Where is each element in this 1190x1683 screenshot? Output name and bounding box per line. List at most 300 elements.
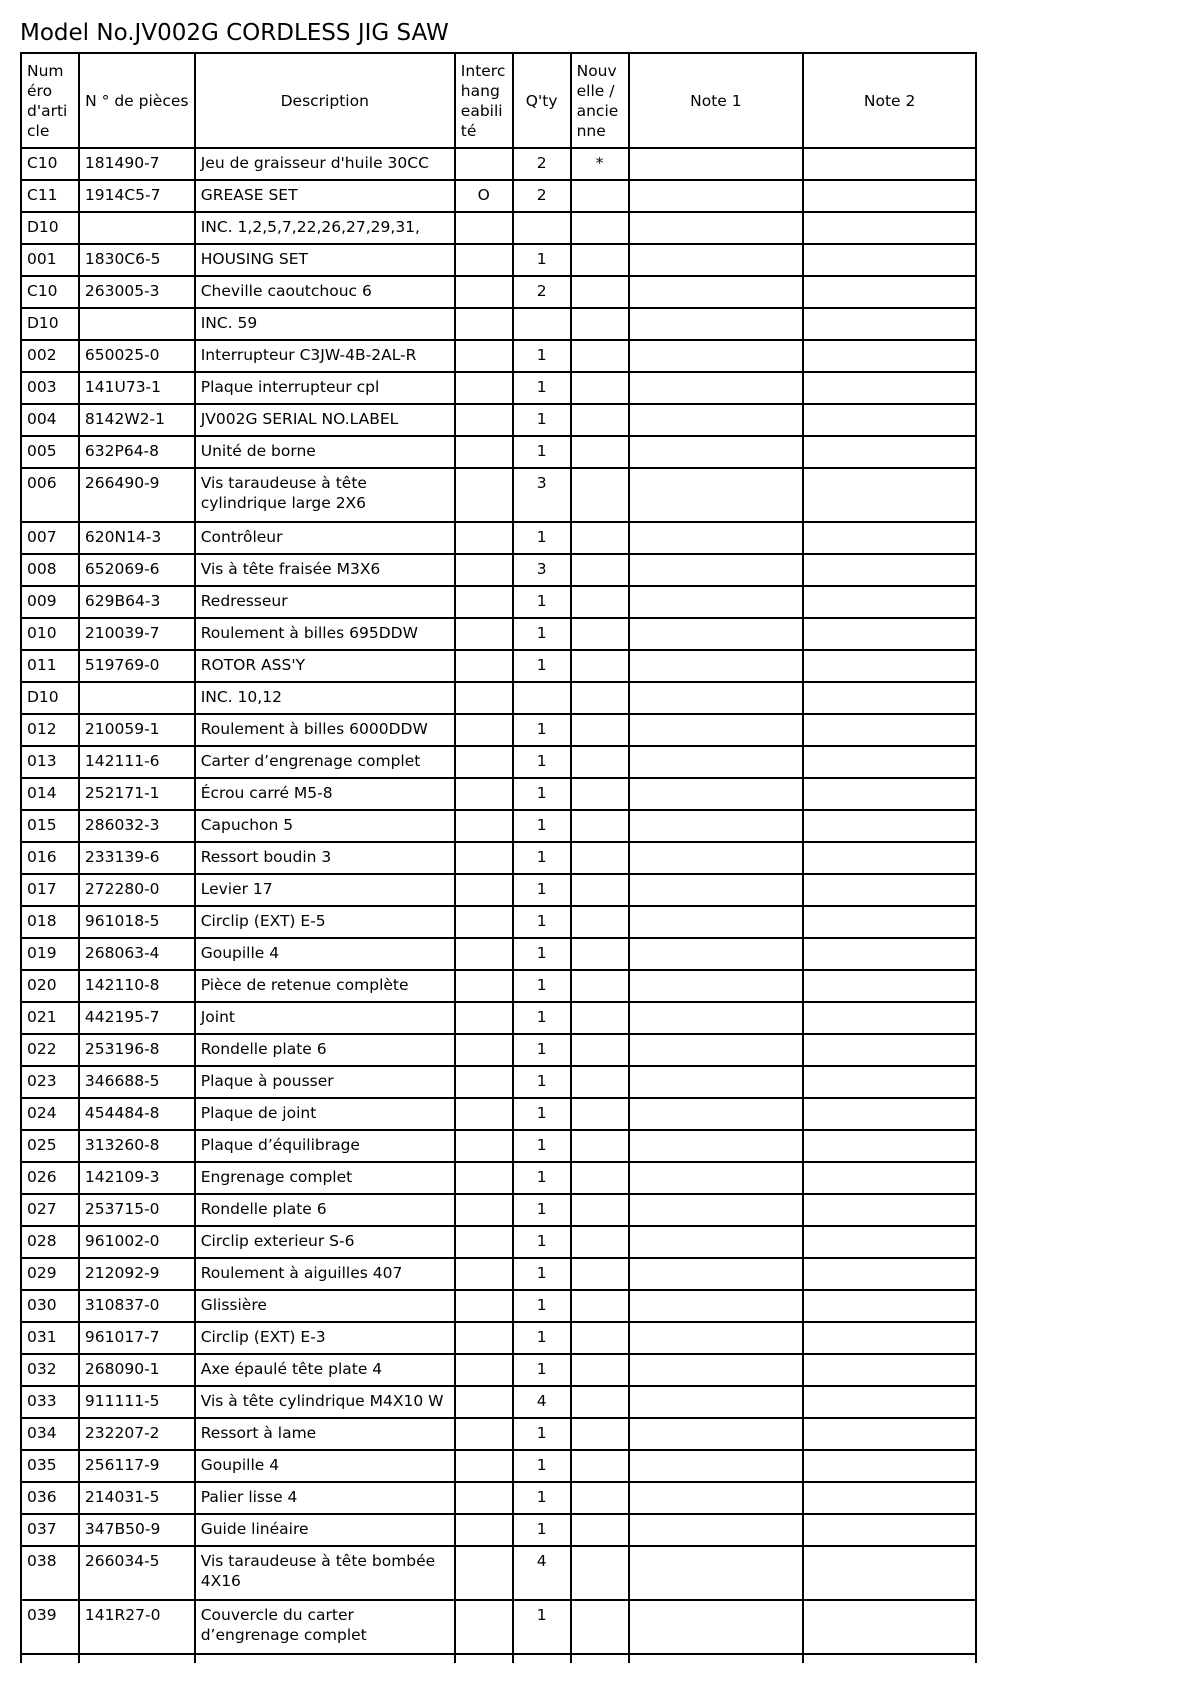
table-row — [21, 1226, 976, 1258]
cell-new-old — [571, 1322, 629, 1354]
cell-note-1 — [629, 372, 804, 404]
cell-interchangeability — [455, 1450, 513, 1482]
cell-interchangeability: O — [455, 180, 513, 212]
cell-qty: 1 — [513, 1066, 571, 1098]
cell-item-no: 007 — [21, 522, 79, 554]
cell-note-2 — [803, 1066, 976, 1098]
cell-part-no: 181490-7 — [79, 148, 195, 180]
cell-part-no: 210039-7 — [79, 618, 195, 650]
table-row — [21, 1514, 976, 1546]
cell-new-old — [571, 522, 629, 554]
cell-interchangeability — [455, 1098, 513, 1130]
cell-note-1 — [629, 1162, 804, 1194]
cell-note-1 — [629, 1066, 804, 1098]
cell-note-1 — [629, 1386, 804, 1418]
cell-qty: 1 — [513, 810, 571, 842]
cell-note-2 — [803, 1290, 976, 1322]
cell-qty: 1 — [513, 1034, 571, 1066]
cell-item-no: C10 — [21, 276, 79, 308]
cell-description: GREASE SET — [195, 180, 455, 212]
cell-note-1 — [629, 1600, 804, 1654]
cell-description: Joint — [195, 1002, 455, 1034]
cell-description: Couvercle du carter d’engrenage complet — [195, 1600, 455, 1654]
cell-new-old — [571, 1600, 629, 1654]
cell-note-1 — [629, 1002, 804, 1034]
table-row — [21, 906, 976, 938]
cell-interchangeability — [455, 874, 513, 906]
table-row — [21, 372, 976, 404]
cell-note-2 — [803, 244, 976, 276]
cell-part-no: 8142W2-1 — [79, 404, 195, 436]
cell-note-2 — [803, 970, 976, 1002]
cell-note-2 — [803, 404, 976, 436]
cell-part-no: 232207-2 — [79, 1418, 195, 1450]
cell-interchangeability — [455, 340, 513, 372]
cell-interchangeability — [455, 778, 513, 810]
cell-new-old — [571, 874, 629, 906]
cell-empty — [79, 1654, 195, 1663]
cell-description: JV002G SERIAL NO.LABEL — [195, 404, 455, 436]
cell-note-1 — [629, 1418, 804, 1450]
cell-description: Rondelle plate 6 — [195, 1194, 455, 1226]
table-row-cut-off — [21, 1654, 976, 1663]
cell-description: Vis taraudeuse à tête cylindrique large 2X6 — [195, 468, 455, 522]
cell-part-no: 253715-0 — [79, 1194, 195, 1226]
table-row — [21, 970, 976, 1002]
cell-interchangeability — [455, 1546, 513, 1600]
cell-qty: 1 — [513, 938, 571, 970]
cell-item-no: 011 — [21, 650, 79, 682]
cell-note-1 — [629, 1258, 804, 1290]
cell-new-old — [571, 1258, 629, 1290]
cell-item-no: D10 — [21, 308, 79, 340]
cell-note-1 — [629, 586, 804, 618]
table-row — [21, 1066, 976, 1098]
cell-interchangeability — [455, 746, 513, 778]
cell-note-1 — [629, 308, 804, 340]
header-note-2: Note 2 — [803, 53, 976, 148]
table-row — [21, 778, 976, 810]
cell-item-no: 010 — [21, 618, 79, 650]
cell-part-no: 1830C6-5 — [79, 244, 195, 276]
cell-description: Vis à tête cylindrique M4X10 W — [195, 1386, 455, 1418]
cell-new-old — [571, 1290, 629, 1322]
cell-qty: 1 — [513, 1482, 571, 1514]
cell-qty: 1 — [513, 714, 571, 746]
header-item-no: Numéro d'article — [21, 53, 79, 148]
cell-interchangeability — [455, 682, 513, 714]
cell-description: Circlip (EXT) E-5 — [195, 906, 455, 938]
table-header-row — [21, 53, 976, 148]
table-row — [21, 436, 976, 468]
cell-note-2 — [803, 778, 976, 810]
table-row — [21, 468, 976, 522]
cell-item-no: 027 — [21, 1194, 79, 1226]
cell-qty: 1 — [513, 1002, 571, 1034]
cell-note-2 — [803, 468, 976, 522]
cell-qty: 1 — [513, 970, 571, 1002]
cell-item-no: 039 — [21, 1600, 79, 1654]
cell-description: Unité de borne — [195, 436, 455, 468]
table-row — [21, 1002, 976, 1034]
cell-note-1 — [629, 340, 804, 372]
cell-note-2 — [803, 436, 976, 468]
cell-description: Jeu de graisseur d'huile 30CC — [195, 148, 455, 180]
header-note-1: Note 1 — [629, 53, 804, 148]
header-description: Description — [195, 53, 455, 148]
table-row — [21, 1034, 976, 1066]
cell-new-old — [571, 1514, 629, 1546]
cell-interchangeability — [455, 1482, 513, 1514]
header-new-old: Nouvelle / ancienne — [571, 53, 629, 148]
cell-note-2 — [803, 554, 976, 586]
cell-description: Plaque de joint — [195, 1098, 455, 1130]
cell-interchangeability — [455, 970, 513, 1002]
cell-interchangeability — [455, 714, 513, 746]
cell-qty: 1 — [513, 1514, 571, 1546]
table-row — [21, 180, 976, 212]
cell-note-1 — [629, 618, 804, 650]
cell-new-old — [571, 682, 629, 714]
cell-qty: 4 — [513, 1386, 571, 1418]
cell-new-old — [571, 1066, 629, 1098]
cell-note-2 — [803, 1002, 976, 1034]
cell-interchangeability — [455, 842, 513, 874]
table-row — [21, 340, 976, 372]
cell-interchangeability — [455, 1514, 513, 1546]
cell-note-1 — [629, 810, 804, 842]
cell-interchangeability — [455, 1418, 513, 1450]
cell-part-no: 286032-3 — [79, 810, 195, 842]
cell-part-no: 650025-0 — [79, 340, 195, 372]
cell-item-no: D10 — [21, 682, 79, 714]
cell-item-no: 017 — [21, 874, 79, 906]
cell-interchangeability — [455, 212, 513, 244]
cell-note-2 — [803, 1194, 976, 1226]
cell-interchangeability — [455, 404, 513, 436]
table-row — [21, 276, 976, 308]
cell-interchangeability — [455, 1130, 513, 1162]
cell-description: Engrenage complet — [195, 1162, 455, 1194]
cell-item-no: 019 — [21, 938, 79, 970]
cell-note-2 — [803, 1600, 976, 1654]
cell-note-1 — [629, 1546, 804, 1600]
parts-table-body — [21, 148, 976, 1663]
cell-qty: 2 — [513, 276, 571, 308]
cell-description: Écrou carré M5-8 — [195, 778, 455, 810]
cell-note-2 — [803, 650, 976, 682]
cell-qty: 1 — [513, 1418, 571, 1450]
cell-item-no: 032 — [21, 1354, 79, 1386]
cell-qty: 1 — [513, 1450, 571, 1482]
cell-item-no: C10 — [21, 148, 79, 180]
cell-interchangeability — [455, 1194, 513, 1226]
cell-qty: 2 — [513, 180, 571, 212]
cell-description: Levier 17 — [195, 874, 455, 906]
cell-description: Goupille 4 — [195, 938, 455, 970]
cell-qty: 1 — [513, 874, 571, 906]
cell-description: Ressort à lame — [195, 1418, 455, 1450]
header-qty: Q'ty — [513, 53, 571, 148]
cell-note-1 — [629, 650, 804, 682]
cell-note-2 — [803, 1034, 976, 1066]
cell-qty: 1 — [513, 244, 571, 276]
cell-note-1 — [629, 746, 804, 778]
cell-interchangeability — [455, 1162, 513, 1194]
cell-new-old — [571, 1226, 629, 1258]
header-part-no: N ° de pièces — [79, 53, 195, 148]
cell-description: Palier lisse 4 — [195, 1482, 455, 1514]
cell-item-no: 008 — [21, 554, 79, 586]
cell-part-no: 961017-7 — [79, 1322, 195, 1354]
cell-part-no: 252171-1 — [79, 778, 195, 810]
cell-item-no: 033 — [21, 1386, 79, 1418]
cell-item-no: 015 — [21, 810, 79, 842]
table-row — [21, 1258, 976, 1290]
cell-item-no: 004 — [21, 404, 79, 436]
cell-new-old — [571, 372, 629, 404]
cell-item-no: 023 — [21, 1066, 79, 1098]
cell-item-no: 024 — [21, 1098, 79, 1130]
cell-part-no: 268090-1 — [79, 1354, 195, 1386]
cell-part-no: 233139-6 — [79, 842, 195, 874]
cell-qty: 1 — [513, 404, 571, 436]
cell-interchangeability — [455, 938, 513, 970]
cell-item-no: 035 — [21, 1450, 79, 1482]
cell-qty: 1 — [513, 372, 571, 404]
cell-part-no: 142110-8 — [79, 970, 195, 1002]
cell-qty: 1 — [513, 778, 571, 810]
cell-note-2 — [803, 180, 976, 212]
cell-interchangeability — [455, 1226, 513, 1258]
cell-new-old — [571, 1482, 629, 1514]
cell-description: Axe épaulé tête plate 4 — [195, 1354, 455, 1386]
cell-description: Plaque interrupteur cpl — [195, 372, 455, 404]
cell-empty — [21, 1654, 79, 1663]
cell-new-old — [571, 404, 629, 436]
cell-note-2 — [803, 1354, 976, 1386]
cell-description: Contrôleur — [195, 522, 455, 554]
cell-note-2 — [803, 842, 976, 874]
cell-item-no: 034 — [21, 1418, 79, 1450]
table-row — [21, 148, 976, 180]
table-row — [21, 618, 976, 650]
cell-qty: 1 — [513, 1354, 571, 1386]
cell-note-2 — [803, 1386, 976, 1418]
cell-qty: 1 — [513, 1322, 571, 1354]
cell-interchangeability — [455, 148, 513, 180]
cell-interchangeability — [455, 554, 513, 586]
table-row — [21, 1290, 976, 1322]
cell-item-no: 013 — [21, 746, 79, 778]
cell-part-no: 652069-6 — [79, 554, 195, 586]
cell-interchangeability — [455, 1034, 513, 1066]
table-row — [21, 810, 976, 842]
table-row — [21, 404, 976, 436]
cell-note-1 — [629, 148, 804, 180]
cell-empty — [195, 1654, 455, 1663]
cell-description: Pièce de retenue complète — [195, 970, 455, 1002]
cell-item-no: 025 — [21, 1130, 79, 1162]
cell-note-1 — [629, 1034, 804, 1066]
cell-note-2 — [803, 308, 976, 340]
cell-new-old — [571, 650, 629, 682]
cell-interchangeability — [455, 522, 513, 554]
cell-item-no: 016 — [21, 842, 79, 874]
cell-note-1 — [629, 1194, 804, 1226]
cell-interchangeability — [455, 1066, 513, 1098]
cell-new-old — [571, 906, 629, 938]
cell-note-1 — [629, 522, 804, 554]
cell-note-1 — [629, 938, 804, 970]
cell-qty: 1 — [513, 842, 571, 874]
cell-note-2 — [803, 938, 976, 970]
cell-item-no: 006 — [21, 468, 79, 522]
table-row — [21, 874, 976, 906]
cell-new-old — [571, 1418, 629, 1450]
table-row — [21, 714, 976, 746]
cell-note-1 — [629, 970, 804, 1002]
cell-interchangeability — [455, 1322, 513, 1354]
cell-new-old: * — [571, 148, 629, 180]
cell-description: Circlip (EXT) E-3 — [195, 1322, 455, 1354]
cell-item-no: 030 — [21, 1290, 79, 1322]
cell-note-2 — [803, 1482, 976, 1514]
cell-new-old — [571, 746, 629, 778]
cell-note-2 — [803, 618, 976, 650]
cell-item-no: 038 — [21, 1546, 79, 1600]
cell-note-2 — [803, 1098, 976, 1130]
cell-interchangeability — [455, 586, 513, 618]
cell-empty — [629, 1654, 804, 1663]
table-row — [21, 650, 976, 682]
cell-interchangeability — [455, 1386, 513, 1418]
header-interchangeability: Interchangeabilité — [455, 53, 513, 148]
cell-note-2 — [803, 148, 976, 180]
cell-part-no: 629B64-3 — [79, 586, 195, 618]
cell-note-1 — [629, 554, 804, 586]
cell-item-no: 002 — [21, 340, 79, 372]
table-row — [21, 1194, 976, 1226]
cell-interchangeability — [455, 276, 513, 308]
cell-description: Rondelle plate 6 — [195, 1034, 455, 1066]
cell-new-old — [571, 1386, 629, 1418]
cell-empty — [455, 1654, 513, 1663]
table-row — [21, 938, 976, 970]
cell-part-no: 141R27-0 — [79, 1600, 195, 1654]
table-row — [21, 1354, 976, 1386]
cell-item-no: 031 — [21, 1322, 79, 1354]
table-row — [21, 682, 976, 714]
table-row — [21, 1418, 976, 1450]
cell-note-1 — [629, 1354, 804, 1386]
cell-item-no: 026 — [21, 1162, 79, 1194]
cell-note-2 — [803, 1322, 976, 1354]
cell-note-2 — [803, 1226, 976, 1258]
cell-item-no: 001 — [21, 244, 79, 276]
cell-new-old — [571, 1034, 629, 1066]
cell-qty: 3 — [513, 554, 571, 586]
cell-description: Plaque à pousser — [195, 1066, 455, 1098]
table-row — [21, 586, 976, 618]
cell-note-1 — [629, 1130, 804, 1162]
cell-description: Vis à tête fraisée M3X6 — [195, 554, 455, 586]
cell-description: INC. 59 — [195, 308, 455, 340]
cell-note-1 — [629, 244, 804, 276]
table-row — [21, 842, 976, 874]
cell-qty: 1 — [513, 746, 571, 778]
cell-qty — [513, 308, 571, 340]
cell-interchangeability — [455, 436, 513, 468]
cell-empty — [803, 1654, 976, 1663]
cell-part-no: 141U73-1 — [79, 372, 195, 404]
cell-new-old — [571, 1002, 629, 1034]
table-row — [21, 1482, 976, 1514]
cell-interchangeability — [455, 244, 513, 276]
table-row — [21, 1130, 976, 1162]
cell-description: Guide linéaire — [195, 1514, 455, 1546]
cell-note-1 — [629, 468, 804, 522]
cell-note-2 — [803, 906, 976, 938]
cell-note-1 — [629, 404, 804, 436]
cell-item-no: C11 — [21, 180, 79, 212]
cell-note-2 — [803, 1258, 976, 1290]
cell-item-no: 009 — [21, 586, 79, 618]
cell-new-old — [571, 970, 629, 1002]
table-row — [21, 1322, 976, 1354]
cell-description: Capuchon 5 — [195, 810, 455, 842]
cell-note-2 — [803, 212, 976, 244]
cell-new-old — [571, 714, 629, 746]
cell-part-no — [79, 308, 195, 340]
cell-part-no: 212092-9 — [79, 1258, 195, 1290]
table-row — [21, 212, 976, 244]
cell-note-1 — [629, 276, 804, 308]
cell-note-1 — [629, 714, 804, 746]
cell-new-old — [571, 468, 629, 522]
cell-qty: 1 — [513, 1194, 571, 1226]
cell-note-2 — [803, 746, 976, 778]
cell-description: Carter d’engrenage complet — [195, 746, 455, 778]
cell-qty: 1 — [513, 436, 571, 468]
cell-description: Glissière — [195, 1290, 455, 1322]
cell-part-no: 263005-3 — [79, 276, 195, 308]
table-row — [21, 244, 976, 276]
cell-qty: 1 — [513, 1162, 571, 1194]
cell-new-old — [571, 1546, 629, 1600]
cell-note-1 — [629, 180, 804, 212]
cell-part-no: 266034-5 — [79, 1546, 195, 1600]
cell-part-no: 266490-9 — [79, 468, 195, 522]
cell-part-no: 911111-5 — [79, 1386, 195, 1418]
cell-description: Redresseur — [195, 586, 455, 618]
cell-note-1 — [629, 906, 804, 938]
cell-empty — [513, 1654, 571, 1663]
cell-description: Roulement à billes 695DDW — [195, 618, 455, 650]
table-row — [21, 1162, 976, 1194]
cell-qty: 1 — [513, 1226, 571, 1258]
cell-interchangeability — [455, 810, 513, 842]
cell-part-no: 1914C5-7 — [79, 180, 195, 212]
cell-empty — [571, 1654, 629, 1663]
cell-part-no — [79, 212, 195, 244]
cell-description: Plaque d’équilibrage — [195, 1130, 455, 1162]
cell-new-old — [571, 554, 629, 586]
cell-interchangeability — [455, 308, 513, 340]
cell-part-no: 519769-0 — [79, 650, 195, 682]
cell-interchangeability — [455, 650, 513, 682]
cell-qty: 1 — [513, 522, 571, 554]
